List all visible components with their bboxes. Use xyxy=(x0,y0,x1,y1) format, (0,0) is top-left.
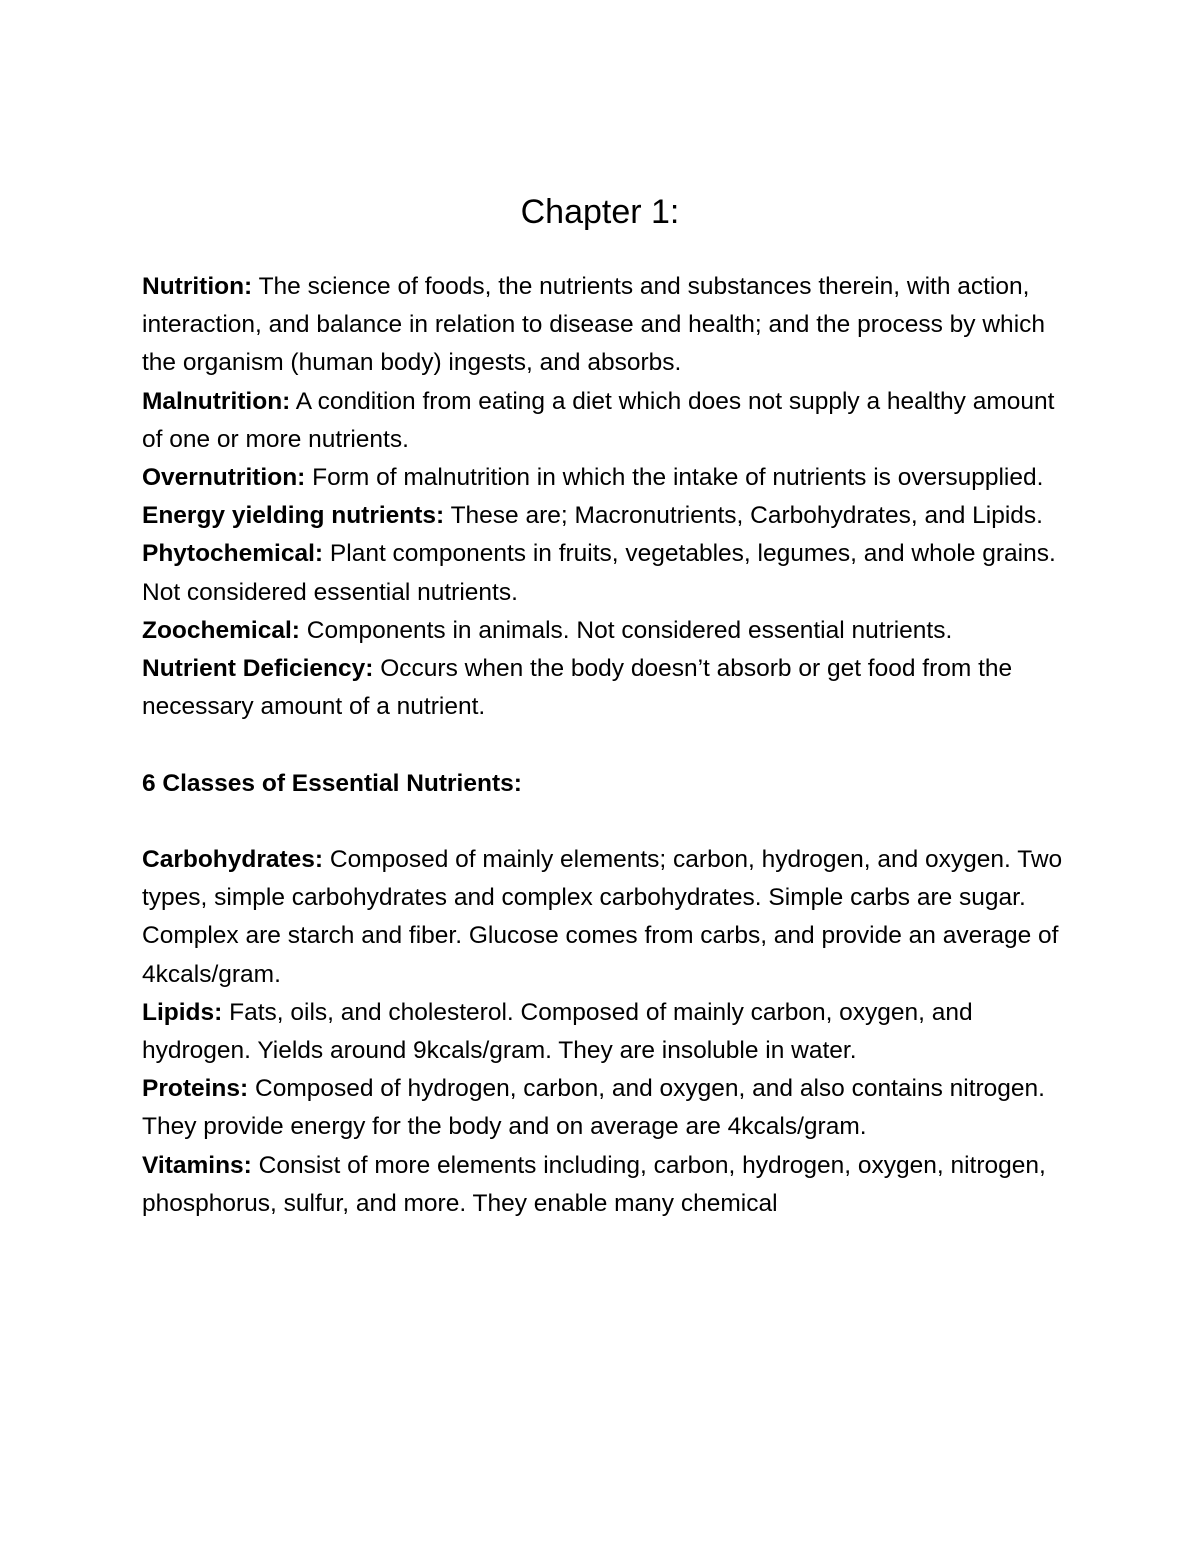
definition-term: Nutrient Deficiency: xyxy=(142,655,374,683)
document-body xyxy=(142,268,1072,1223)
class-term: Vitamins: xyxy=(142,1151,252,1179)
class-term: Proteins: xyxy=(142,1075,249,1103)
definition-text: These are; Macronutrients, Carbohydrates, and Lipids. xyxy=(450,502,1043,530)
class-text: Fats, oils, and cholesterol. Composed of mainly carbon, oxygen, and hydrogen. Yields around 9kcals/gram. They are insoluble in water. xyxy=(142,998,973,1065)
definition-term: Energy yielding nutrients: xyxy=(142,502,445,530)
definition-term: Zoochemical: xyxy=(142,616,300,644)
definition-text: Components in animals. Not considered essential nutrients. xyxy=(306,616,953,644)
class-text: Consist of more elements including, carbon, hydrogen, oxygen, nitrogen, phosphorus, sulfur, and more. They enable many chemical xyxy=(142,1151,1046,1217)
definition-text: Occurs when the body doesn’t absorb or get food from the necessary amount of a nutrient. xyxy=(142,655,1013,721)
class-vitamins xyxy=(142,1147,1072,1223)
spacer xyxy=(142,803,1072,841)
definition-phytochemical xyxy=(142,535,1072,611)
class-text: Composed of mainly elements; carbon, hydrogen, and oxygen. Two types, simple carbohydrates and complex carbohydrates. Simple carbs are sugar. Complex are starch and fiber. Glucose comes from carbs, and provide an average of 4kcals/gram. xyxy=(142,846,1063,988)
page-title: Chapter 1: xyxy=(520,193,680,231)
definition-term: Malnutrition: xyxy=(142,387,291,415)
definition-energy-yielding-nutrients xyxy=(142,497,1072,535)
definition-overnutrition xyxy=(142,459,1072,497)
definition-zoochemical xyxy=(142,612,1072,650)
spacer xyxy=(142,726,1072,764)
class-term: Carbohydrates: xyxy=(142,846,324,874)
definition-text: Form of malnutrition in which the intake of nutrients is oversupplied. xyxy=(312,464,1044,492)
definition-term: Overnutrition: xyxy=(142,464,306,492)
class-text: Composed of hydrogen, carbon, and oxygen, and also contains nitrogen. They provide energy for the body and on average are 4kcals/gram. xyxy=(142,1075,1045,1141)
definition-nutrient-deficiency xyxy=(142,650,1072,726)
definition-nutrition xyxy=(142,268,1072,383)
definition-text: The science of foods, the nutrients and substances therein, with action, interaction, and balance in relation to disease and health; and the process by which the organism (human body) ingests, and absorbs. xyxy=(142,273,1046,377)
class-carbohydrates xyxy=(142,841,1072,994)
class-lipids xyxy=(142,994,1072,1070)
definition-term: Phytochemical: xyxy=(142,540,324,568)
definition-term: Nutrition: xyxy=(142,273,253,300)
section-heading: 6 Classes of Essential Nutrients: xyxy=(142,769,522,797)
definition-text: A condition from eating a diet which does not supply a healthy amount of one or more nutrients. xyxy=(142,387,1055,453)
definition-malnutrition xyxy=(142,383,1072,459)
class-term: Lipids: xyxy=(142,998,223,1026)
definition-text: Plant components in fruits, vegetables, legumes, and whole grains. Not considered essential nutrients. xyxy=(142,540,1056,606)
class-proteins xyxy=(142,1070,1072,1146)
